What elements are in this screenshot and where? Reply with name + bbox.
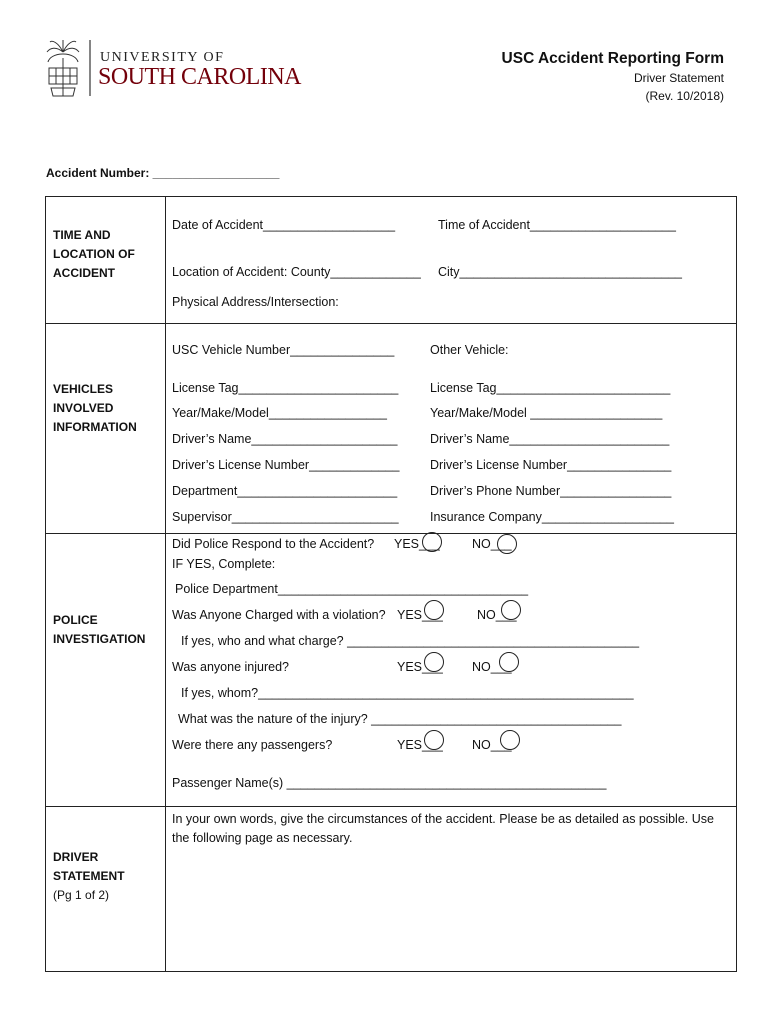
statement-instructions-line2: the following page as necessary. (172, 831, 353, 845)
row-divider-2 (45, 533, 737, 534)
injury-nature-field[interactable]: What was the nature of the injury? ____________________________________ (178, 712, 622, 726)
injured-yes-label: YES___ (397, 660, 443, 674)
if-yes-complete-text: IF YES, Complete: (172, 557, 276, 571)
section-label-driver-statement: DRIVER STATEMENT (Pg 1 of 2) (53, 850, 125, 902)
usc-drivers-license-field[interactable]: Driver’s License Number_____________ (172, 458, 400, 472)
police-respond-question: Did Police Respond to the Accident? (172, 537, 375, 551)
logo-university-text: UNIVERSITY OF (100, 50, 225, 65)
passengers-no-radio[interactable] (500, 730, 520, 750)
passengers-yes-label: YES___ (397, 738, 443, 752)
usc-vehicle-number-field[interactable]: USC Vehicle Number_______________ (172, 343, 395, 357)
logo-south-carolina-text: SOUTH CAROLINA (98, 64, 301, 90)
city-field[interactable]: City________________________________ (438, 265, 682, 279)
driver-statement-textarea[interactable] (170, 855, 730, 965)
passengers-no-label: NO___ (472, 738, 512, 752)
police-department-field[interactable]: Police Department____________________________________ (175, 582, 529, 596)
other-drivers-name-field[interactable]: Driver’s Name_______________________ (430, 432, 670, 446)
other-drivers-phone-field[interactable]: Driver’s Phone Number________________ (430, 484, 672, 498)
injured-no-label: NO___ (472, 660, 512, 674)
charge-detail-field[interactable]: If yes, who and what charge? __________________________________________ (181, 634, 640, 648)
table-column-divider (165, 196, 166, 972)
row-divider-1 (45, 323, 737, 324)
usc-drivers-name-field[interactable]: Driver’s Name_____________________ (172, 432, 398, 446)
other-drivers-license-field[interactable]: Driver’s License Number_______________ (430, 458, 672, 472)
injured-yes-radio[interactable] (424, 652, 444, 672)
usc-license-tag-field[interactable]: License Tag_______________________ (172, 381, 399, 395)
section-label-time-location: TIME AND LOCATION OF ACCIDENT (53, 228, 135, 280)
police-respond-no-label: NO___ (472, 537, 512, 551)
police-respond-no-radio[interactable] (497, 534, 517, 554)
county-field[interactable]: Location of Accident: County_____________ (172, 265, 421, 279)
injured-whom-field[interactable]: If yes, whom?______________________________________________________ (181, 686, 634, 700)
usc-department-field[interactable]: Department_______________________ (172, 484, 398, 498)
section-label-police: POLICE INVESTIGATION (53, 613, 146, 646)
other-vehicle-heading: Other Vehicle: (430, 343, 509, 357)
other-year-make-model-field[interactable]: Year/Make/Model ___________________ (430, 406, 663, 420)
other-insurance-company-field[interactable]: Insurance Company___________________ (430, 510, 674, 524)
injured-no-radio[interactable] (499, 652, 519, 672)
passengers-yes-radio[interactable] (424, 730, 444, 750)
injured-question: Was anyone injured? (172, 660, 289, 674)
statement-instructions-line1: In your own words, give the circumstances of the accident. Please be as detailed as possible. Use (172, 812, 714, 826)
section-label-vehicles: VEHICLES INVOLVED INFORMATION (53, 382, 137, 434)
accident-number-field[interactable]: Accident Number: ___________________ (46, 166, 280, 180)
police-respond-yes-radio[interactable] (422, 532, 442, 552)
charged-yes-radio[interactable] (424, 600, 444, 620)
date-of-accident-field[interactable]: Date of Accident___________________ (172, 218, 396, 232)
form-subtitle: Driver Statement (633, 71, 724, 85)
usc-supervisor-field[interactable]: Supervisor________________________ (172, 510, 399, 524)
time-of-accident-field[interactable]: Time of Accident_____________________ (438, 218, 676, 232)
other-license-tag-field[interactable]: License Tag_________________________ (430, 381, 671, 395)
physical-address-field[interactable]: Physical Address/Intersection: (172, 295, 339, 309)
charged-question: Was Anyone Charged with a violation? (172, 608, 386, 622)
charged-no-radio[interactable] (501, 600, 521, 620)
row-divider-3 (45, 806, 737, 807)
form-revision: (Rev. 10/2018) (645, 89, 724, 103)
form-title: USC Accident Reporting Form (501, 50, 724, 67)
passenger-names-field[interactable]: Passenger Name(s) ______________________________________________ (172, 776, 607, 790)
passengers-question: Were there any passengers? (172, 738, 333, 752)
charged-yes-label: YES___ (397, 608, 443, 622)
charged-no-label: NO___ (477, 608, 517, 622)
police-respond-yes-label: YES___ (394, 537, 440, 551)
usc-year-make-model-field[interactable]: Year/Make/Model_________________ (172, 406, 387, 420)
